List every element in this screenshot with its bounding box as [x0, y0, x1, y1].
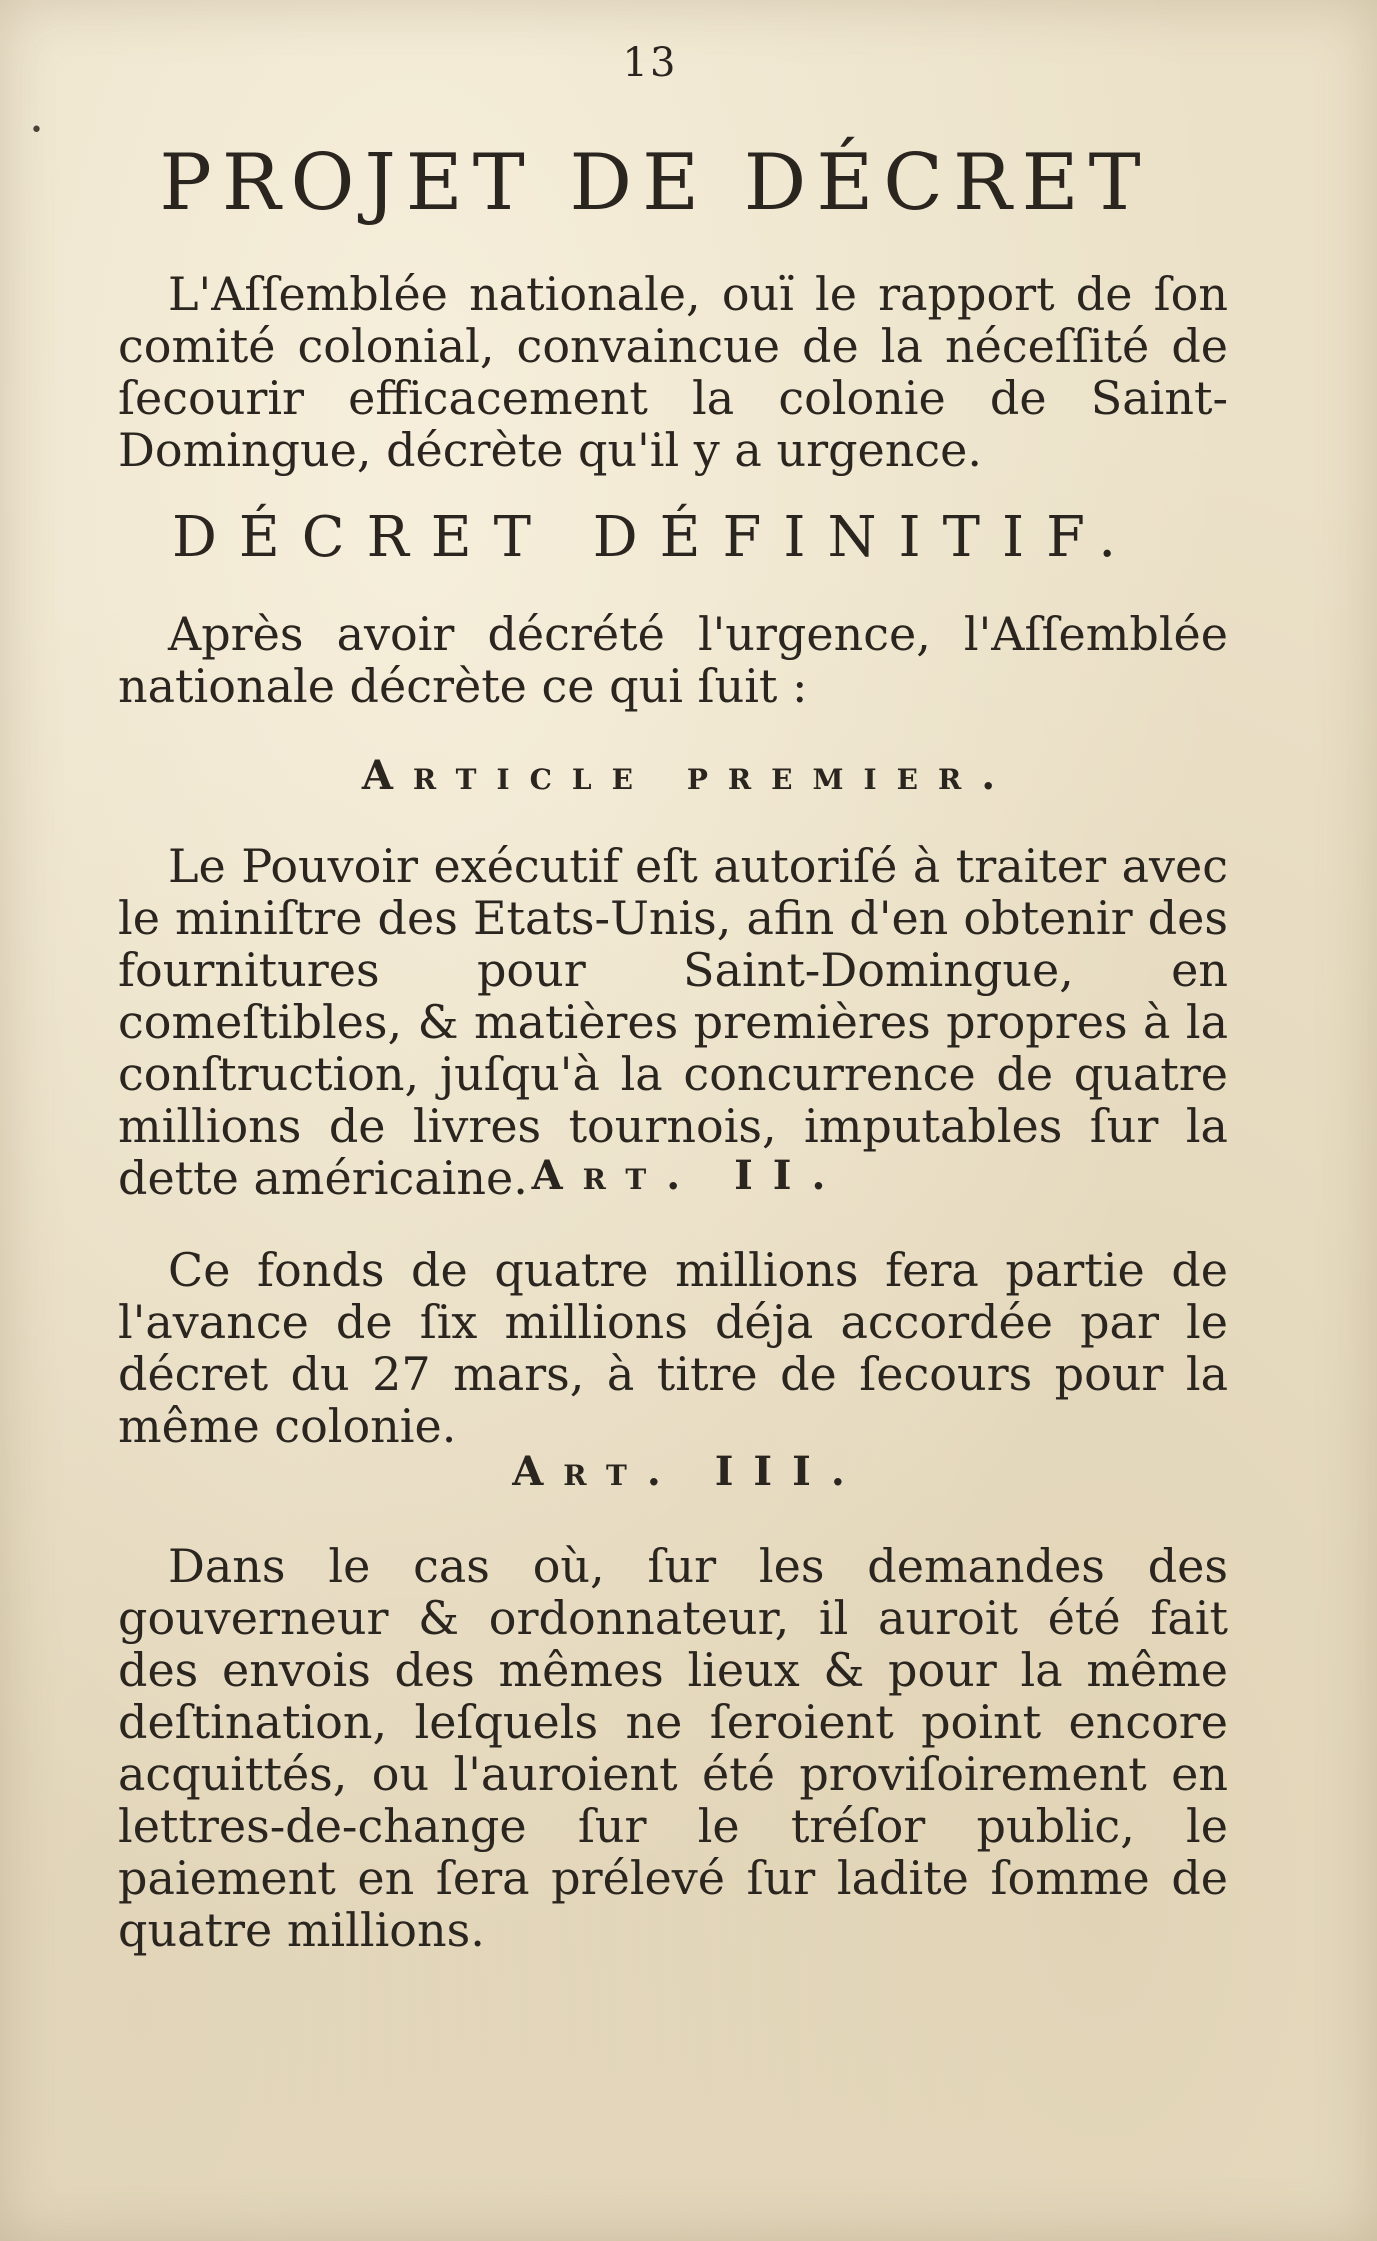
- article-3-heading: Art. III.: [512, 1448, 865, 1495]
- article-2-heading: Art. II.: [531, 1152, 846, 1199]
- page-number: 13: [622, 40, 678, 86]
- article-1-heading: Article premier.: [361, 752, 1016, 799]
- article-1-text: Le Pouvoir exécutif eſt autoriſé à traiter avec le miniſtre des Etats-Unis, afin d'en obtenir des fournitures pour Saint-Domingue, en comeſtibles, & matières premières propres à la conſtruction, juſqu'à la concurrence de quatre millions de livres tournois, imputables ſur la dette américaine.: [118, 839, 1228, 1205]
- article-3-text: Dans le cas où, ſur les demandes des gouverneur & ordonnateur, il auroit été fait des envois des mêmes lieux & pour la même deſtination, leſquels ne ſeroient point encore acquittés, ou l'auroient été proviſoirement en lettres-de-change ſur le tréſor public, le paiement en ſera prélevé ſur ladite ſomme de quatre millions.: [118, 1539, 1228, 1957]
- decree-intro-paragraph: Après avoir décrété l'urgence, l'Aſſemblée nationale décrète ce qui ſuit :: [118, 607, 1228, 713]
- page-title: PROJET DE DÉCRET: [159, 138, 1151, 228]
- preamble-paragraph: L'Aſſemblée nationale, ouï le rapport de ſon comité colonial, convaincue de la néceſſité de ſecourir efficacement la colonie de Saint-Domingue, décrète qu'il y a urgence.: [118, 267, 1228, 477]
- decree-heading: DÉCRET DÉFINITIF.: [171, 505, 1139, 570]
- article-2-text: Ce fonds de quatre millions fera partie de l'avance de ſix millions déja accordée par le décret du 27 mars, à titre de ſecours pour la même colonie.: [118, 1243, 1228, 1453]
- stray-ink-mark: •: [30, 118, 43, 143]
